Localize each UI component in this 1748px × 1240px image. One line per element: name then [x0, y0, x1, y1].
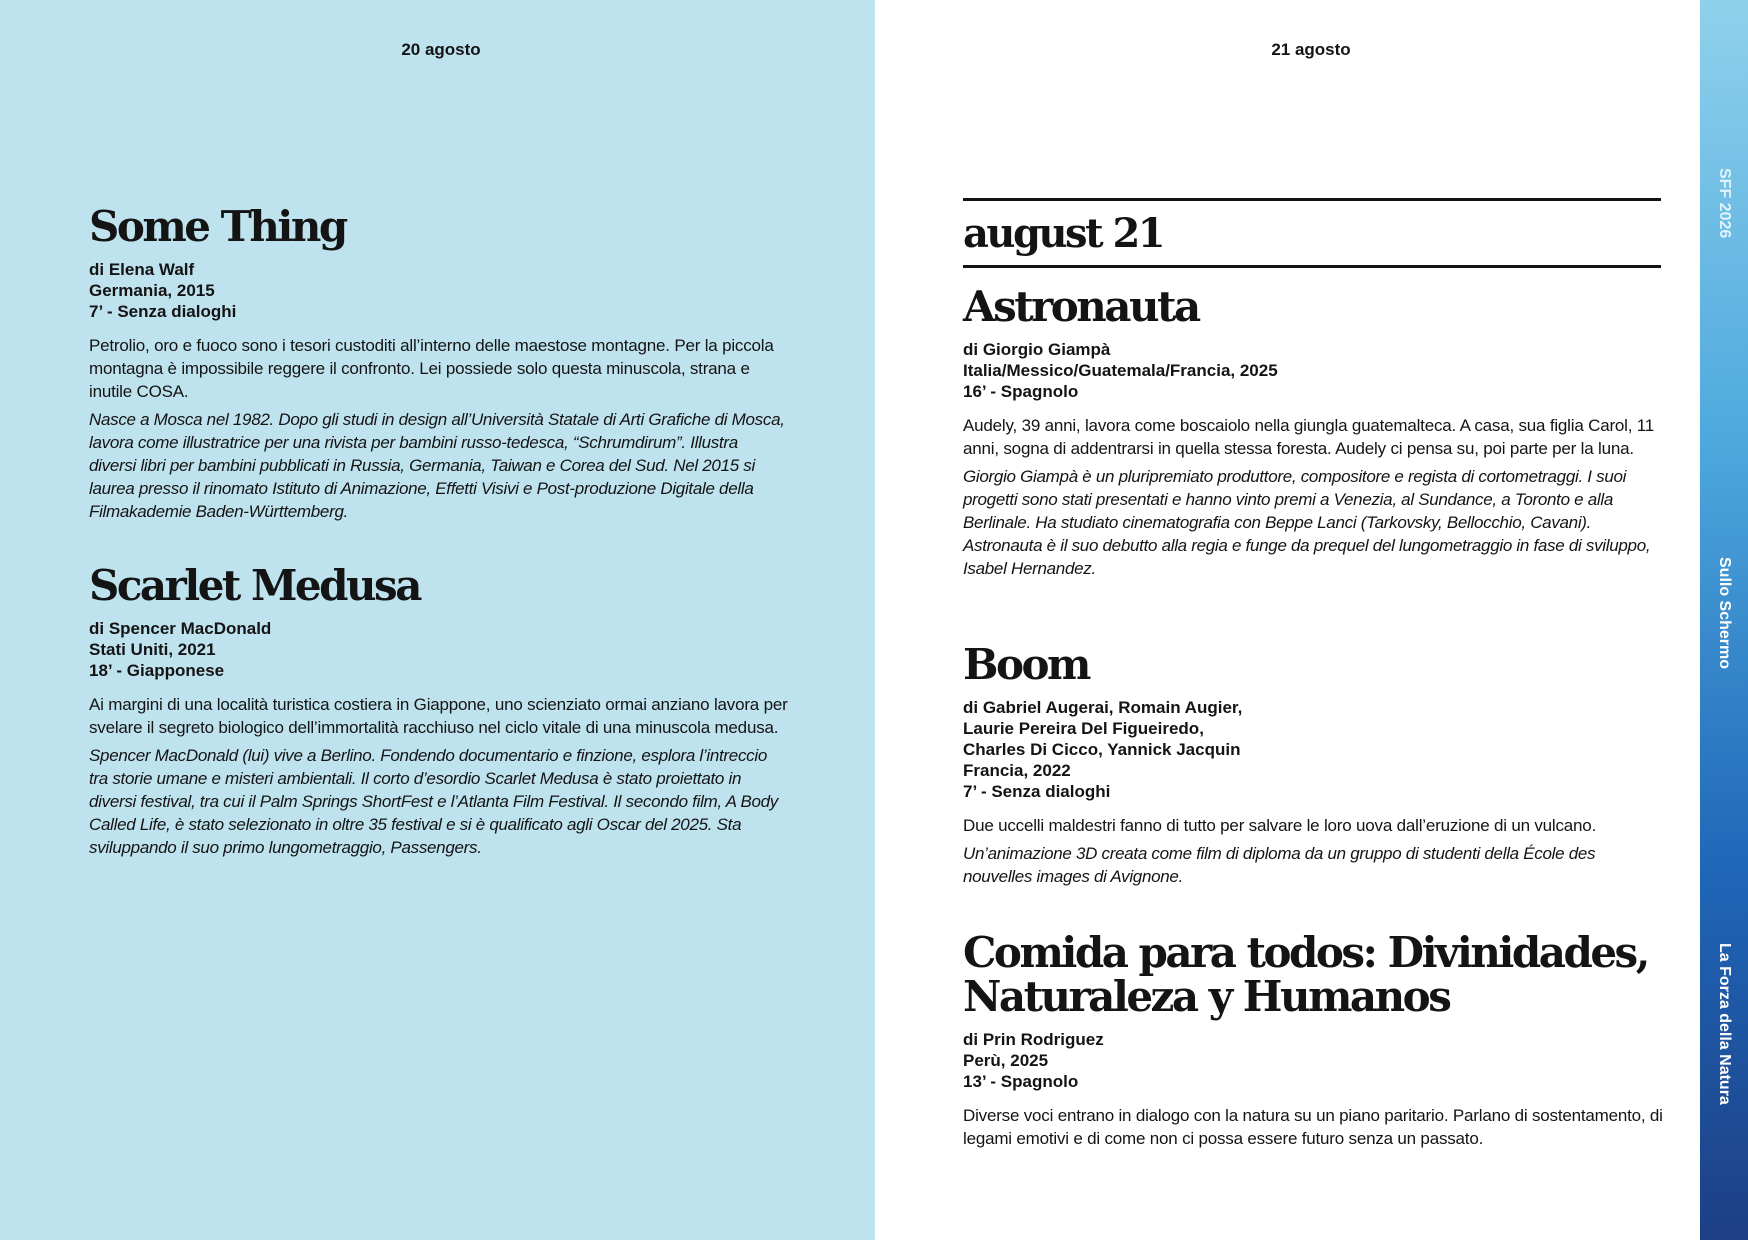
film-title: Some Thing — [89, 202, 346, 251]
film-synopsis: Due uccelli maldestri fanno di tutto per salvare le loro uova dall’eruzione di un vulcano. — [963, 816, 1597, 835]
film-duration-language: 7’ - Senza dialoghi — [89, 302, 237, 321]
film-synopsis: Diverse voci entrano in dialogo con la natura su un piano paritario. Parlano di sostentamento, di legami emotivi e di come non ci possa essere futuro senza un passato. — [963, 1106, 1663, 1148]
page-date-left: 20 agosto — [401, 40, 481, 59]
film-credits — [963, 339, 1663, 402]
film-entry-comida-para-todos — [963, 928, 1663, 1155]
film-title: Boom — [963, 640, 1089, 689]
page-date-right: 21 agosto — [1271, 40, 1351, 59]
film-director: di Elena Walf — [89, 260, 195, 279]
film-country-year: Germania, 2015 — [89, 281, 215, 300]
director-bio: Spencer MacDonald (lui) vive a Berlino. Fondendo documentario e finzione, esplora l’intreccio tra storie umane e misteri ambientali. Il corto d’esordio Scarlet Medusa è stato proiettato in diversi festival, tra cui il Palm Springs ShortFest e l’Atlanta Film Festival. Il secondo film, A Body Called Life, è stato selezionato in oltre 35 festival e si è qualificato agli Oscar del 2025. Sta sviluppando il suo primo lungometraggio, Passengers. — [89, 746, 779, 857]
film-synopsis: Audely, 39 anni, lavora come boscaiolo nella giungla guatemalteca. A casa, sua figlia Carol, 11 anni, sogna di addentrarsi in quella stessa foresta. Audely ci pensa su, poi parte per la luna. — [963, 416, 1655, 458]
film-country-year: Perù, 2025 — [963, 1051, 1049, 1070]
film-credits — [89, 618, 789, 681]
film-country-year: Italia/Messico/Guatemala/Francia, 2025 — [963, 361, 1278, 380]
day-heading: august 21 — [963, 210, 1164, 257]
film-duration-language: 7’ - Senza dialoghi — [963, 782, 1111, 801]
film-duration-language: 18’ - Giapponese — [89, 661, 225, 680]
strip-label-festival: SFF 2026 — [1716, 168, 1733, 239]
day-heading-block — [963, 198, 1661, 268]
director-bio: Giorgio Giampà è un pluripremiato produttore, compositore e regista di cortometraggi. I suoi progetti sono stati presentati e hanno vinto premi a Venezia, al Sundance, a Toronto e alla Berlinale. Ha studiato cinematografia con Beppe Lanci (Tarkovsky, Bellocchio, Cavani). Astronauta è il suo debutto alla regia e funge da prequel del lungometraggio in fase di sviluppo, Isabel Hernandez. — [963, 467, 1651, 578]
film-title: Astronauta — [963, 282, 1199, 331]
film-credits — [963, 1029, 1663, 1092]
film-credits — [963, 697, 1663, 802]
film-entry-scarlet-medusa — [89, 561, 789, 859]
strip-label-theme: La Forza della Natura — [1716, 943, 1733, 1105]
film-synopsis: Petrolio, oro e fuoco sono i tesori custoditi all’interno delle maestose montagne. Per la piccola montagna è impossibile reggere il confronto. Lei possiede solo questa minuscola, strana e inutile COSA. — [89, 336, 774, 401]
film-duration-language: 13’ - Spagnolo — [963, 1072, 1079, 1091]
film-synopsis: Ai margini di una località turistica costiera in Giappone, uno scienziato ormai anziano lavora per svelare il segreto biologico dell’immortalità racchiuso nel ciclo vitale di una minuscola medusa. — [89, 695, 788, 737]
film-entry-some-thing — [89, 202, 789, 523]
film-title — [963, 928, 1663, 1021]
film-entry-astronauta — [963, 282, 1663, 580]
film-director: di Spencer MacDonald — [89, 619, 272, 638]
film-title-line-1: Comida para todos: Divinidades, — [963, 928, 1648, 977]
film-title-line-2: Naturaleza y Humanos — [963, 972, 1450, 1021]
film-director: di Gabriel Augerai, Romain Augier, — [963, 698, 1243, 717]
film-entry-boom — [963, 640, 1663, 888]
film-note: Un’animazione 3D creata come film di diploma da un gruppo di studenti della École des nouvelles images di Avignone. — [963, 844, 1596, 886]
film-title: Scarlet Medusa — [89, 561, 420, 610]
film-duration-language: 16’ - Spagnolo — [963, 382, 1079, 401]
film-credits — [89, 259, 789, 322]
film-director: di Prin Rodriguez — [963, 1030, 1104, 1049]
film-director-cont: Charles Di Cicco, Yannick Jacquin — [963, 740, 1241, 759]
film-director: di Giorgio Giampà — [963, 340, 1111, 359]
film-country-year: Francia, 2022 — [963, 761, 1071, 780]
film-country-year: Stati Uniti, 2021 — [89, 640, 216, 659]
film-director-cont: Laurie Pereira Del Figueiredo, — [963, 719, 1204, 738]
strip-label-section: Sullo Schermo — [1716, 557, 1733, 670]
director-bio: Nasce a Mosca nel 1982. Dopo gli studi in design all’Università Statale di Arti Grafiche di Mosca, lavora come illustratrice per una rivista per bambini russo-tedesca, “Schrumdirum”. Illustra diversi libri per bambini pubblicati in Russia, Germania, Taiwan e Corea del Sud. Nel 2015 si laurea presso il rinomato Istituto di Animazione, Effetti Visivi e Post-produzione Digitale della Filmakademie Baden-Württemberg. — [89, 410, 785, 521]
